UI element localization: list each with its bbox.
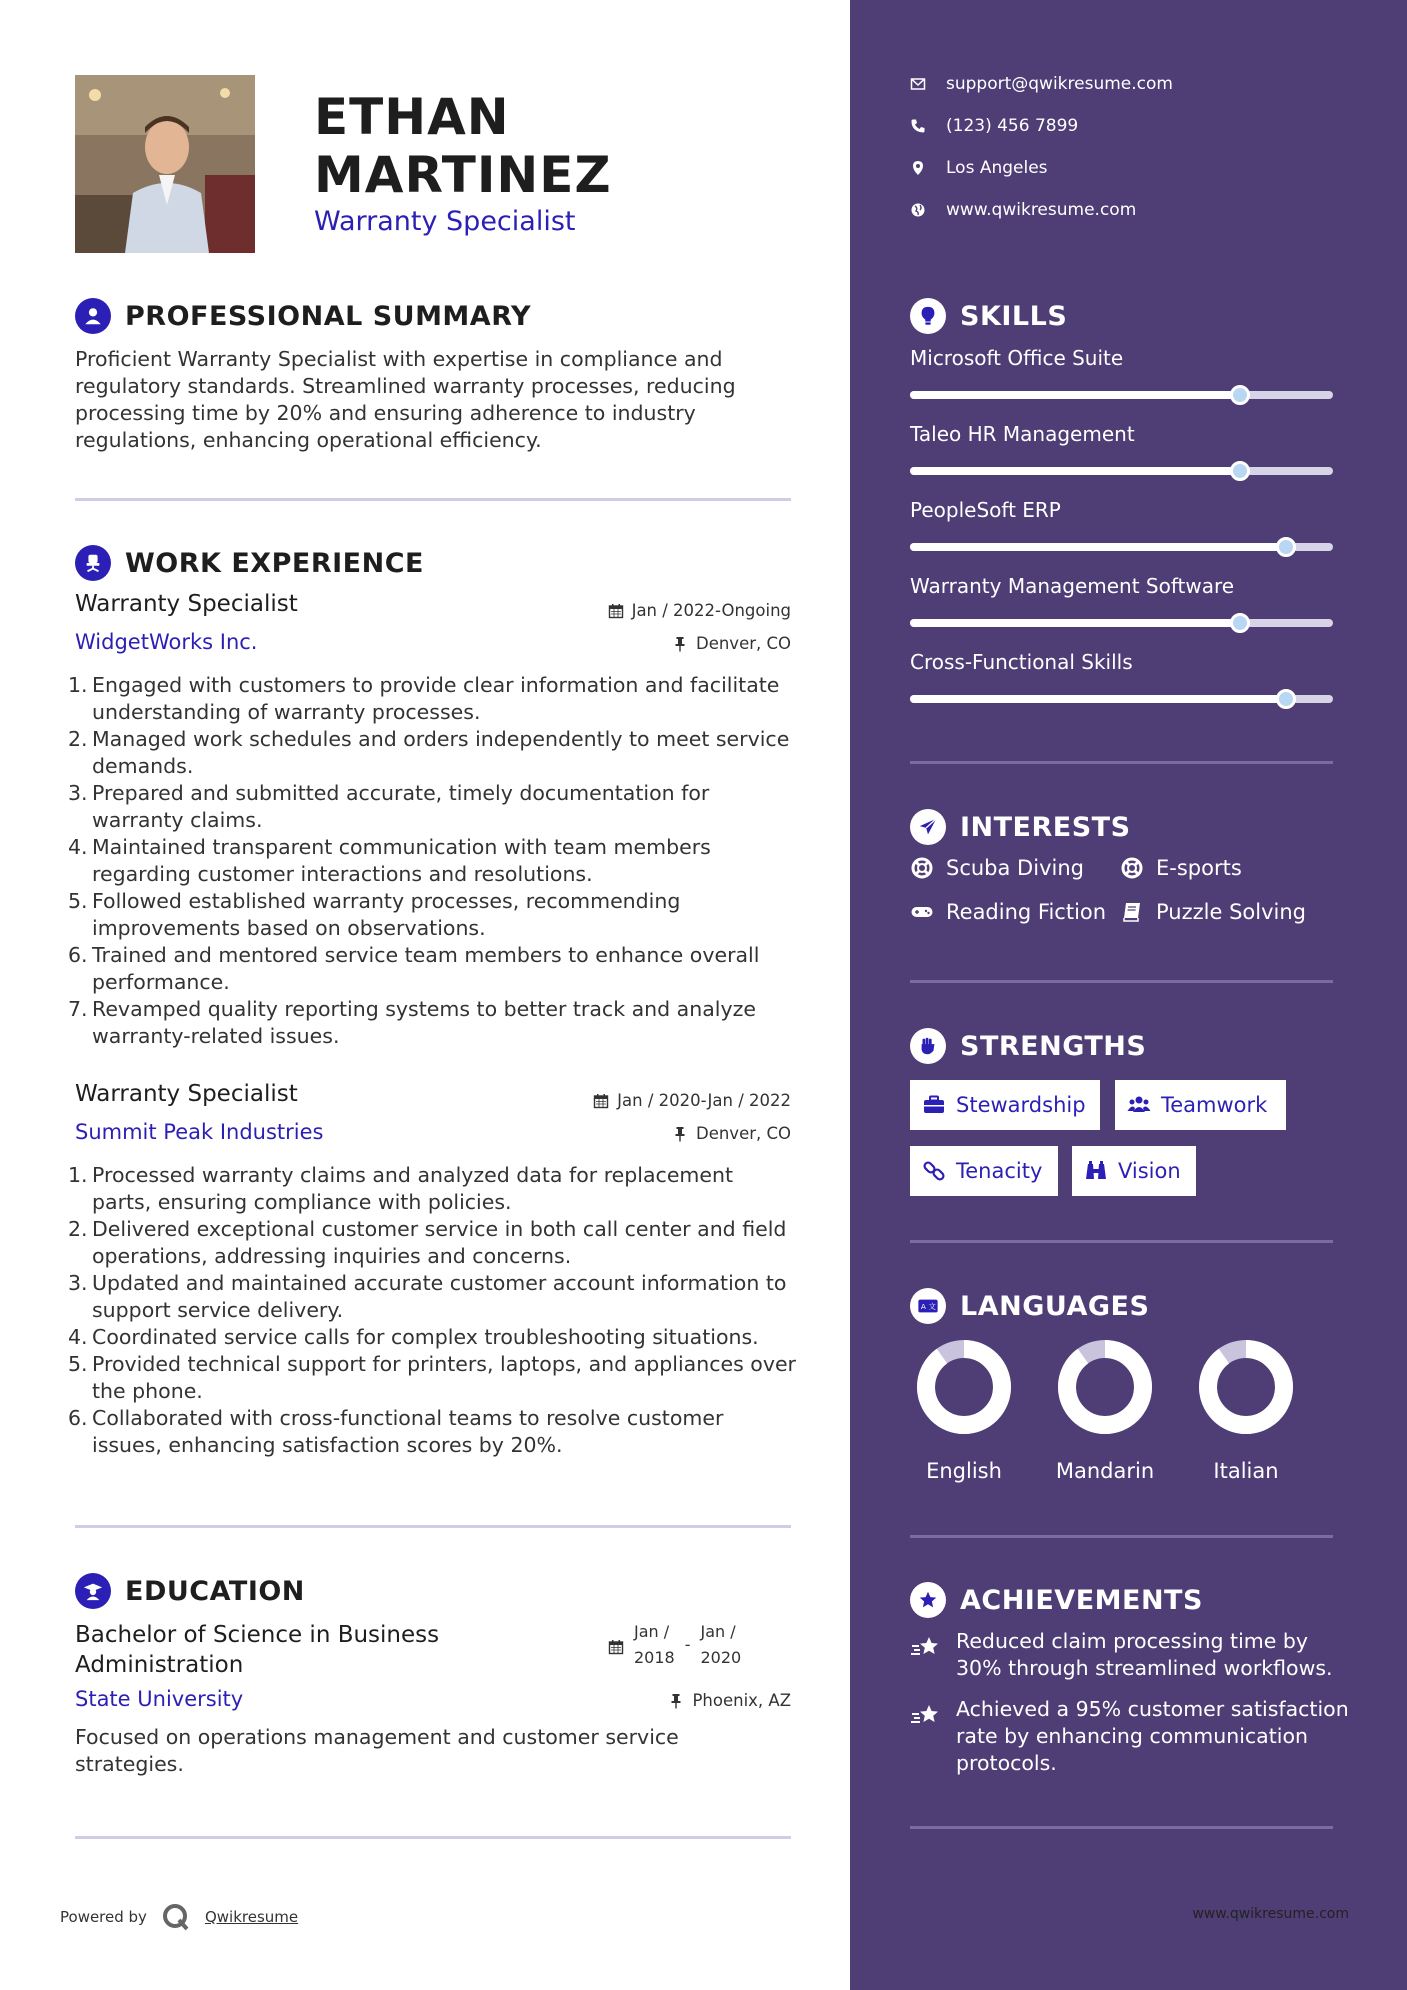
- svg-text:A: A: [920, 1302, 926, 1312]
- date-separator: -: [684, 1635, 691, 1654]
- list-item: 1. Engaged with customers to provide clear information and facilitate understanding of warranty processes.: [68, 673, 780, 724]
- skill-label: Warranty Management Software: [910, 574, 1235, 598]
- job-1-dates: [608, 601, 791, 620]
- strength-label: Teamwork: [1161, 1093, 1268, 1117]
- interest-label: E-sports: [1156, 856, 1242, 880]
- divider: [910, 1535, 1333, 1538]
- summary-heading: [75, 298, 531, 334]
- email-text[interactable]: support@qwikresume.com: [946, 74, 1173, 94]
- strength-tenacity: [910, 1146, 1058, 1196]
- skill-bar: [910, 391, 1333, 399]
- interest-puzzle-solving: [1120, 900, 1306, 924]
- interest-label: Puzzle Solving: [1156, 900, 1306, 924]
- education-start: [634, 1619, 675, 1671]
- gamepad-icon: [910, 900, 934, 924]
- phone-text: (123) 456 7899: [946, 116, 1079, 136]
- skill-bar-fill: [910, 467, 1240, 475]
- education-dates: [608, 1619, 741, 1671]
- pin-icon: [672, 1126, 688, 1142]
- start-year: 2018: [634, 1648, 675, 1667]
- achievement-item: [910, 1696, 1350, 1777]
- job-1-bullets: [68, 672, 798, 1050]
- candidate-title: Warranty Specialist: [314, 206, 576, 237]
- interests-title: INTERESTS: [960, 811, 1131, 843]
- job-2-bullets: [68, 1162, 798, 1459]
- contact-email: [910, 74, 1173, 94]
- experience-heading: [75, 545, 424, 581]
- skill-label: PeopleSoft ERP: [910, 498, 1061, 522]
- job-1-company: WidgetWorks Inc.: [75, 630, 258, 654]
- job-2-dates-text: Jan / 2020-Jan / 2022: [617, 1091, 791, 1110]
- end-year: 2020: [700, 1648, 742, 1667]
- skill-bar: [910, 467, 1333, 475]
- languages-heading: [910, 1288, 1149, 1324]
- list-item: 5. Provided technical support for printers, laptops, and appliances over the phone.: [68, 1352, 796, 1403]
- calendar-icon: [608, 603, 624, 619]
- school-name: State University: [75, 1687, 244, 1711]
- degree: [75, 1620, 535, 1680]
- education-title: EDUCATION: [125, 1575, 305, 1607]
- footer-site[interactable]: www.qwikresume.com: [1192, 1906, 1349, 1922]
- education-description: Focused on operations management and customer service strategies.: [75, 1725, 679, 1776]
- skills-title: SKILLS: [960, 300, 1068, 332]
- phone-icon: [910, 118, 926, 134]
- list-item: 7. Revamped quality reporting systems to better track and analyze warranty-related issues.: [68, 997, 756, 1048]
- shooting-star-icon: [910, 1700, 942, 1732]
- summary-title: PROFESSIONAL SUMMARY: [125, 300, 532, 332]
- strengths-title: STRENGTHS: [960, 1030, 1147, 1062]
- svg-text:文: 文: [928, 1302, 936, 1312]
- language-ring: [1196, 1337, 1296, 1437]
- sidebar: [850, 0, 1407, 1990]
- paper-plane-icon: [910, 809, 946, 845]
- job-2-dates: [593, 1091, 791, 1110]
- binoculars-icon: [1084, 1159, 1108, 1183]
- experience-title: WORK EXPERIENCE: [125, 547, 424, 579]
- skill-bar-knob: [1230, 461, 1250, 481]
- strengths-heading: [910, 1028, 1146, 1064]
- website-text[interactable]: www.qwikresume.com: [946, 200, 1137, 220]
- skill-bar-fill: [910, 695, 1286, 703]
- list-item: 5. Followed established warranty processes, recommending improvements based on observations.: [68, 889, 681, 940]
- book-icon: [1120, 900, 1144, 924]
- interests-heading: [910, 809, 1131, 845]
- list-item: 2. Delivered exceptional customer service in both call center and field operations, addressing inquiries and concerns.: [68, 1217, 787, 1268]
- language-item: [914, 1337, 1014, 1483]
- language-ring: [1055, 1337, 1155, 1437]
- skill-bar: [910, 695, 1333, 703]
- divider: [910, 1826, 1333, 1829]
- graduate-icon: [75, 1573, 111, 1609]
- divider: [910, 1240, 1333, 1243]
- list-item: 6. Trained and mentored service team members to enhance overall performance.: [68, 943, 760, 994]
- link-icon: [922, 1159, 946, 1183]
- skill-label: Microsoft Office Suite: [910, 346, 1124, 370]
- divider: [910, 980, 1333, 983]
- divider: [910, 761, 1333, 764]
- achievement-text: Achieved a 95% customer satisfaction rate by enhancing communication protocols.: [956, 1697, 1349, 1775]
- job-2-location: [672, 1124, 791, 1143]
- pin-icon: [672, 636, 688, 652]
- language-item: [1055, 1337, 1155, 1483]
- list-item: 4. Coordinated service calls for complex troubleshooting situations.: [68, 1325, 759, 1349]
- end-month: Jan /: [700, 1622, 736, 1641]
- strength-stewardship: [910, 1080, 1100, 1130]
- job-2-company: Summit Peak Industries: [75, 1120, 324, 1144]
- contact-website: [910, 200, 1136, 220]
- calendar-icon: [593, 1093, 609, 1109]
- contact-phone: [910, 116, 1078, 136]
- language-icon: [910, 1288, 946, 1324]
- skill-bar: [910, 543, 1333, 551]
- language-item: [1196, 1337, 1296, 1483]
- calendar-icon: [608, 1639, 624, 1655]
- location-text: Los Angeles: [946, 158, 1048, 178]
- pin-icon: [668, 1693, 684, 1709]
- profile-photo: [75, 75, 255, 253]
- life-ring-icon: [910, 856, 934, 880]
- languages-title: LANGUAGES: [960, 1290, 1150, 1322]
- life-ring-icon: [1120, 856, 1144, 880]
- language-ring-fill: [1067, 1349, 1143, 1425]
- divider: [75, 1836, 791, 1839]
- name-line-2: MARTINEZ: [314, 146, 612, 204]
- skills-heading: [910, 298, 1067, 334]
- job-2-location-text: Denver, CO: [695, 1124, 791, 1143]
- strength-teamwork: [1115, 1080, 1286, 1130]
- education-end: [701, 1619, 742, 1671]
- briefcase-icon: [922, 1093, 946, 1117]
- skill-bar-knob: [1230, 385, 1250, 405]
- job-1-location-text: Denver, CO: [695, 634, 791, 653]
- achievements-heading: [910, 1582, 1203, 1618]
- office-chair-icon: [75, 545, 111, 581]
- achievement-text: Reduced claim processing time by 30% through streamlined workflows.: [956, 1629, 1333, 1680]
- globe-icon: [910, 202, 926, 218]
- summary-text: Proficient Warranty Specialist with expertise in compliance and regulatory standards. Streamlined warranty processes, reducing processing time by 20% and ensuring adherence to industry regulations, enhancing operational efficiency.: [75, 347, 736, 452]
- job-1-location: [672, 634, 791, 653]
- skill-bar-knob: [1230, 613, 1250, 633]
- list-item: 2. Managed work schedules and orders independently to meet service demands.: [68, 727, 790, 778]
- language-ring-fill: [1208, 1349, 1284, 1425]
- degree-line-2: Administration: [75, 1652, 244, 1678]
- list-item: 4. Maintained transparent communication with team members regarding customer interactions and resolutions.: [68, 835, 711, 886]
- interest-scuba-diving: [910, 856, 1084, 880]
- achievement-item: [910, 1628, 1350, 1682]
- strength-label: Stewardship: [956, 1093, 1086, 1117]
- list-item: 3. Prepared and submitted accurate, timely documentation for warranty claims.: [68, 781, 710, 832]
- achievements-title: ACHIEVEMENTS: [960, 1584, 1203, 1616]
- lightbulb-icon: [910, 298, 946, 334]
- interest-label: Reading Fiction: [946, 900, 1107, 924]
- user-icon: [75, 298, 111, 334]
- job-2-role: Warranty Specialist: [75, 1081, 298, 1107]
- strength-label: Vision: [1118, 1159, 1181, 1183]
- qwikresume-logo-icon: [161, 1902, 191, 1932]
- language-ring: [914, 1337, 1014, 1437]
- map-marker-icon: [910, 160, 926, 176]
- list-item: 1. Processed warranty claims and analyzed data for replacement parts, ensuring compliance with policies.: [68, 1163, 734, 1214]
- skill-bar-knob: [1276, 537, 1296, 557]
- language-label: Italian: [1213, 1459, 1279, 1483]
- job-1-dates-text: Jan / 2022-Ongoing: [631, 601, 791, 620]
- list-item: 6. Collaborated with cross-functional teams to resolve customer issues, enhancing satisfaction scores by 20%.: [68, 1406, 724, 1457]
- skill-bar-knob: [1276, 689, 1296, 709]
- education-location: [668, 1691, 791, 1710]
- skill-label: Cross-Functional Skills: [910, 650, 1133, 674]
- degree-line-1: Bachelor of Science in Business: [75, 1622, 440, 1648]
- contact-location: [910, 158, 1048, 178]
- start-month: Jan /: [634, 1622, 670, 1641]
- qwikresume-link[interactable]: Qwikresume: [204, 1908, 299, 1926]
- interest-label: Scuba Diving: [946, 856, 1084, 880]
- skill-bar-fill: [910, 619, 1240, 627]
- candidate-name: [314, 88, 612, 204]
- list-item: 3. Updated and maintained accurate customer account information to support service delivery.: [68, 1271, 787, 1322]
- strength-label: Tenacity: [956, 1159, 1043, 1183]
- interest-e-sports: [1120, 856, 1242, 880]
- skill-bar-fill: [910, 391, 1240, 399]
- divider: [75, 498, 791, 501]
- job-1-role: Warranty Specialist: [75, 591, 298, 617]
- skill-label: Taleo HR Management: [910, 422, 1135, 446]
- skill-bar: [910, 619, 1333, 627]
- users-icon: [1127, 1093, 1151, 1117]
- education-heading: [75, 1573, 305, 1609]
- interest-reading-fiction: [910, 900, 1106, 924]
- fist-icon: [910, 1028, 946, 1064]
- skill-bar-fill: [910, 543, 1286, 551]
- language-label: Mandarin: [1055, 1459, 1155, 1483]
- envelope-icon: [910, 76, 926, 92]
- education-location-text: Phoenix, AZ: [692, 1691, 791, 1710]
- name-line-1: ETHAN: [314, 88, 510, 146]
- strength-vision: [1072, 1146, 1196, 1196]
- language-ring-fill: [926, 1349, 1002, 1425]
- footer-powered-by: [60, 1902, 298, 1932]
- powered-by-label: Powered by: [60, 1908, 147, 1926]
- divider: [75, 1525, 791, 1528]
- star-badge-icon: [910, 1582, 946, 1618]
- language-label: English: [926, 1459, 1002, 1483]
- shooting-star-icon: [910, 1632, 942, 1664]
